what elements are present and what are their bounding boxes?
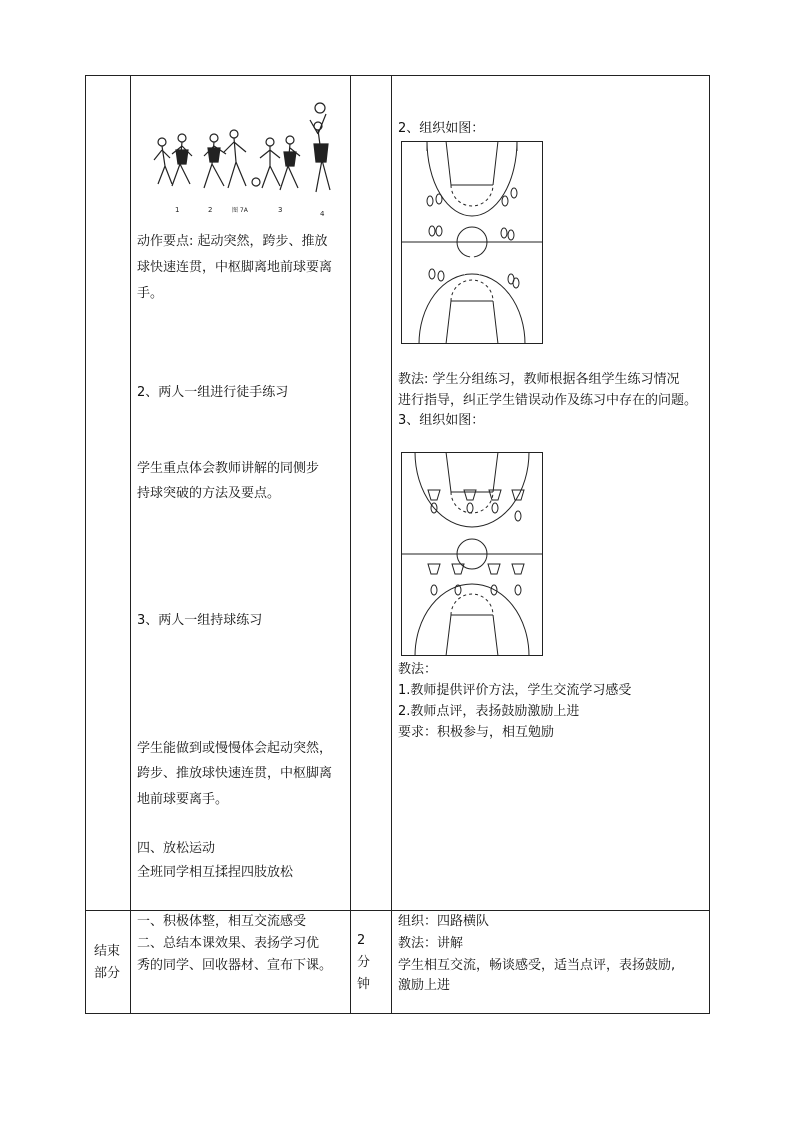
col-line-2 bbox=[130, 75, 131, 1014]
requirement-text: 要求：积极参与，相互勉励 bbox=[398, 725, 555, 740]
practice-2-heading: 2、两人一组进行徒手练习 bbox=[137, 385, 289, 400]
relax-description: 全班同学相互揉捏四肢放松 bbox=[137, 865, 294, 880]
player-figure-1 bbox=[154, 134, 192, 186]
player-markers bbox=[427, 188, 519, 288]
col-line-3 bbox=[350, 75, 351, 1014]
organization-2-label: 2、组织如图： bbox=[398, 121, 485, 136]
step-label-1: 1 bbox=[175, 206, 180, 214]
step-label-4: 4 bbox=[320, 210, 325, 218]
player-figure-3 bbox=[260, 136, 300, 190]
key-points-line-2: 球快速连贯，中枢脚离地前球要离 bbox=[137, 260, 333, 275]
goal-line-1: 学生能做到或慢慢体会起动突然， bbox=[137, 741, 333, 756]
cone-markers bbox=[428, 490, 524, 574]
end-org-line-1: 组织：四路横队 bbox=[398, 914, 490, 929]
focus-line-1: 学生重点体会教师讲解的同侧步 bbox=[137, 461, 320, 476]
court-diagram-1 bbox=[401, 141, 544, 345]
method-3-item-1: 1.教师提供评价方法，学生交流学习感受 bbox=[398, 683, 632, 698]
focus-line-2: 持球突破的方法及要点。 bbox=[137, 486, 281, 501]
method-3-item-2: 2.教师点评，表扬鼓励激励上进 bbox=[398, 704, 580, 719]
end-time-value: 2 bbox=[357, 933, 366, 948]
table-top-border bbox=[85, 75, 709, 76]
key-points-line-1: 动作要点: 起动突然，跨步、推放 bbox=[137, 234, 328, 249]
end-org-line-2: 教法：讲解 bbox=[398, 936, 464, 951]
end-org-line-4: 激励上进 bbox=[398, 978, 451, 993]
end-section-label-line-2: 部分 bbox=[94, 966, 121, 981]
col-line-5 bbox=[709, 75, 710, 1014]
teacher-star-icon bbox=[405, 520, 429, 544]
court-diagram-2 bbox=[401, 452, 544, 657]
method-2-line-1: 教法: 学生分组练习，教师根据各组学生练习情况 bbox=[398, 372, 680, 387]
method-2-line-2: 进行指导，纠正学生错误动作及练习中存在的问题。 bbox=[398, 393, 698, 408]
end-org-line-3: 学生相互交流，畅谈感受，适当点评，表扬鼓励, bbox=[398, 958, 676, 973]
goal-line-3: 地前球要离手。 bbox=[137, 792, 229, 807]
player-figure-4 bbox=[310, 103, 330, 192]
end-time-unit-2: 钟 bbox=[357, 977, 371, 992]
organization-3-label: 3、组织如图： bbox=[398, 413, 485, 428]
end-content-line-3: 秀的同学、回收器材、宣布下课。 bbox=[137, 958, 333, 973]
step-label-3: 3 bbox=[278, 206, 283, 214]
method-3-title: 教法： bbox=[398, 662, 438, 677]
key-points-line-3: 手。 bbox=[137, 286, 164, 301]
col-line-1 bbox=[85, 75, 86, 1014]
end-time-unit-1: 分 bbox=[357, 955, 371, 970]
goal-line-2: 跨步、推放球快速连贯，中枢脚离 bbox=[137, 766, 333, 781]
step-label-2: 2 bbox=[208, 206, 213, 214]
relax-title: 四、放松运动 bbox=[137, 841, 216, 856]
table-bottom-border bbox=[85, 1013, 709, 1014]
col-line-4 bbox=[391, 75, 392, 1014]
end-section-label-line-1: 结束 bbox=[94, 944, 121, 959]
player-figure-2 bbox=[204, 130, 260, 188]
end-content-line-1: 一、积极体整，相互交流感受 bbox=[137, 914, 307, 929]
practice-3-heading: 3、两人一组持球练习 bbox=[137, 613, 263, 628]
end-content-line-2: 二、总结本课效果、表扬学习优 bbox=[137, 936, 320, 951]
dribble-illustration bbox=[150, 100, 340, 218]
illustration-caption: 图 7A bbox=[232, 207, 248, 214]
player-markers bbox=[431, 503, 521, 595]
